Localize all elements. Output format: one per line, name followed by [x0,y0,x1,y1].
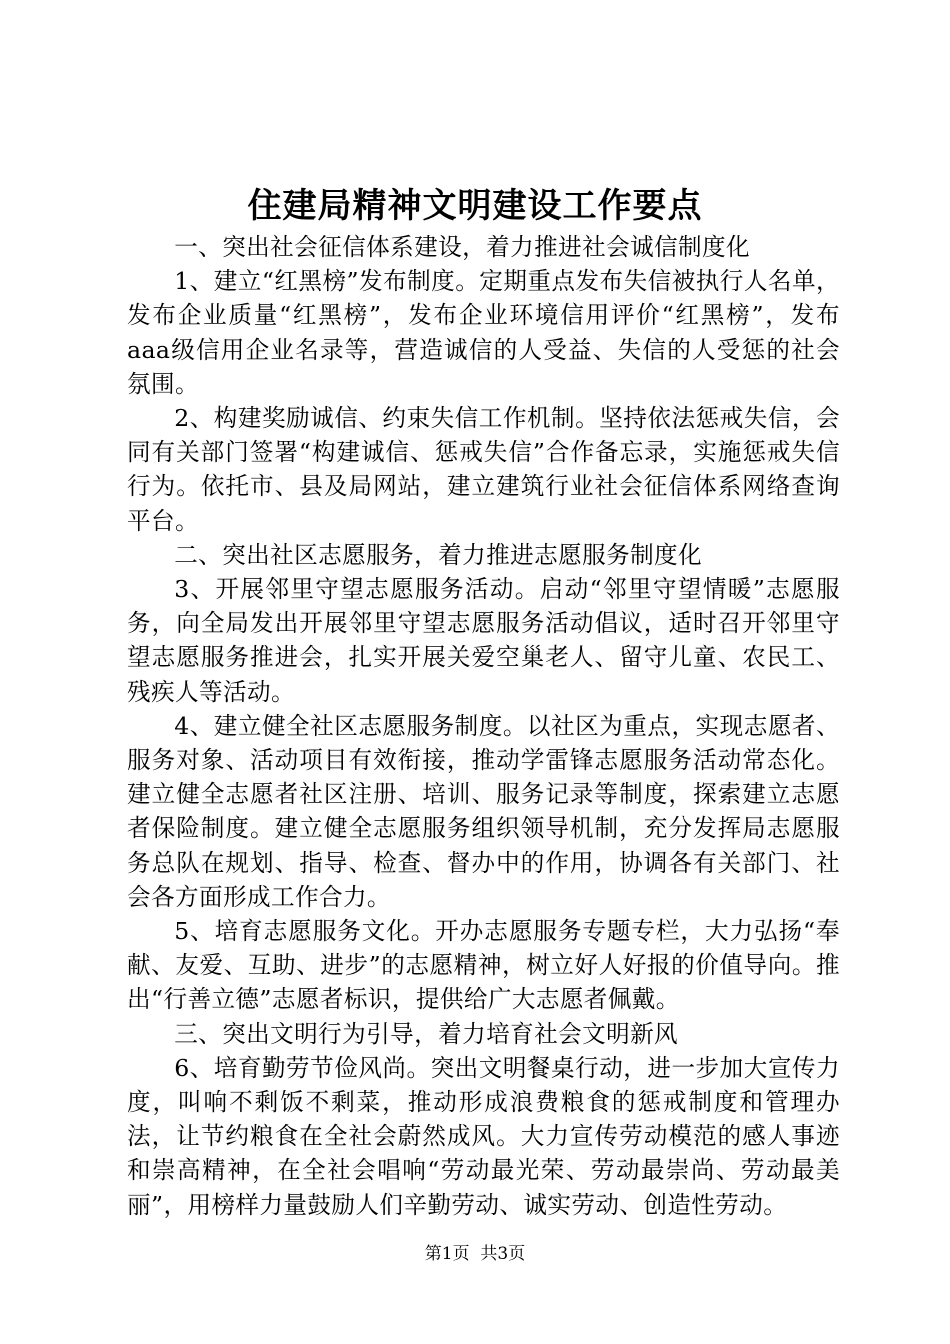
page-total: 共3页 [480,1244,526,1264]
paragraph-item-6: 6、培育勤劳节俭风尚。突出文明餐桌行动，进一步加大宣传力度，叫响不剩饭不剩菜，推动形成浪费粮食的惩戒制度和管理办法，让节约粮食在全社会蔚然成风。大力宣传劳动模范的感人事迹和崇高精神，在全社会唱响“劳动最光荣、劳动最崇尚、劳动最美丽”，用榜样力量鼓励人们辛勤劳动、诚实劳动、创造性劳动。 [127,1053,840,1219]
document-title: 住建局精神文明建设工作要点 [247,186,703,226]
section-heading-3: 三、突出文明行为引导，着力培育社会文明新风 [174,1019,679,1048]
paragraph-item-3: 3、开展邻里守望志愿服务活动。启动“邻里守望情暖”志愿服务，向全局发出开展邻里守望志愿服务活动倡议，适时召开邻里守望志愿服务推进会，扎实开展关爱空巢老人、留守儿童、农民工、残疾人等活动。 [127,575,840,706]
paragraph-item-5: 5、培育志愿服务文化。开办志愿服务专题专栏，大力弘扬“奉献、友爱、互助、进步”的志愿精神，树立好人好报的价值导向。推出“行善立德”志愿者标识，提供给广大志愿者佩戴。 [127,917,840,1014]
section-heading-2: 二、突出社区志愿服务，着力推进志愿服务制度化 [174,540,703,569]
paragraph-item-2: 2、构建奖励诚信、约束失信工作机制。坚持依法惩戒失信，会同有关部门签署“构建诚信、惩戒失信”合作备忘录，实施惩戒失信行为。依托市、县及局网站，建立建筑行业社会征信体系网络查询平台。 [127,404,840,535]
page-footer [0,1242,950,1266]
document-body [127,230,840,1222]
paragraph-item-1: 1、建立“红黑榜”发布制度。定期重点发布失信被执行人名单，发布企业质量“红黑榜”，发布企业环境信用评价“红黑榜”，发布aaa级信用企业名录等，营造诚信的人受益、失信的人受惩的社会氛围。 [127,267,840,398]
page-number: 第1页 [424,1244,470,1264]
paragraph-item-4: 4、建立健全社区志愿服务制度。以社区为重点，实现志愿者、服务对象、活动项目有效衔接，推动学雷锋志愿服务活动常态化。建立健全志愿者社区注册、培训、服务记录等制度，探索建立志愿者保险制度。建立健全志愿服务组织领导机制，充分发挥局志愿服务总队在规划、指导、检查、督办中的作用，协调各有关部门、社会各方面形成工作合力。 [127,711,840,911]
section-heading-1: 一、突出社会征信体系建设，着力推进社会诚信制度化 [174,233,751,261]
